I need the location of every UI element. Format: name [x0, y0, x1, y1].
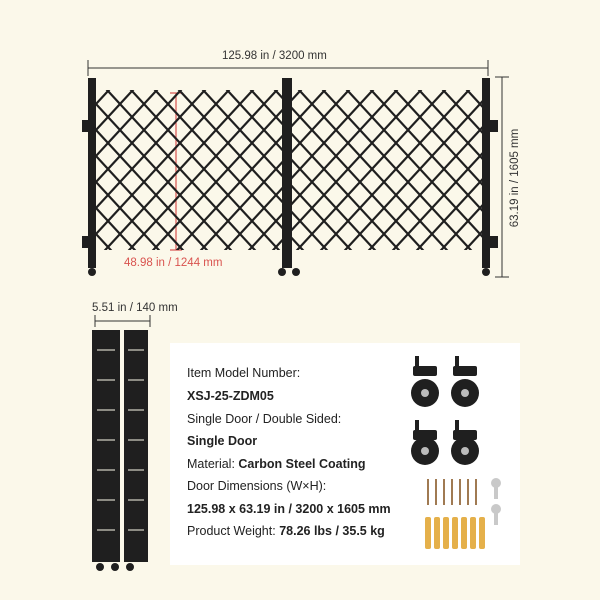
model-value: XSJ-25-ZDM05: [187, 389, 274, 403]
inner-height-label: 48.98 in / 1244 mm: [124, 257, 223, 269]
height-label: 63.19 in / 1605 mm: [509, 128, 521, 228]
weight-label: Product Weight:: [187, 524, 280, 538]
screws-and-anchors-image: [420, 475, 510, 555]
door-type-value: Single Door: [187, 434, 258, 448]
material-label: Material:: [187, 457, 239, 471]
weight-value: 78.26 lbs / 35.5 kg: [279, 524, 385, 538]
width-label: 125.98 in / 3200 mm: [222, 50, 327, 62]
material-value: Carbon Steel Coating: [238, 457, 366, 471]
dims-label: Door Dimensions (W×H):: [187, 479, 327, 493]
dims-value: 125.98 x 63.19 in / 3200 x 1605 mm: [187, 502, 391, 516]
model-label: Item Model Number:: [187, 366, 301, 380]
door-type-label: Single Door / Double Sided:: [187, 412, 342, 426]
weight-line: [187, 524, 385, 538]
material-line: [187, 457, 366, 471]
casters-image: [405, 348, 515, 473]
depth-label: 5.51 in / 140 mm: [92, 302, 178, 314]
